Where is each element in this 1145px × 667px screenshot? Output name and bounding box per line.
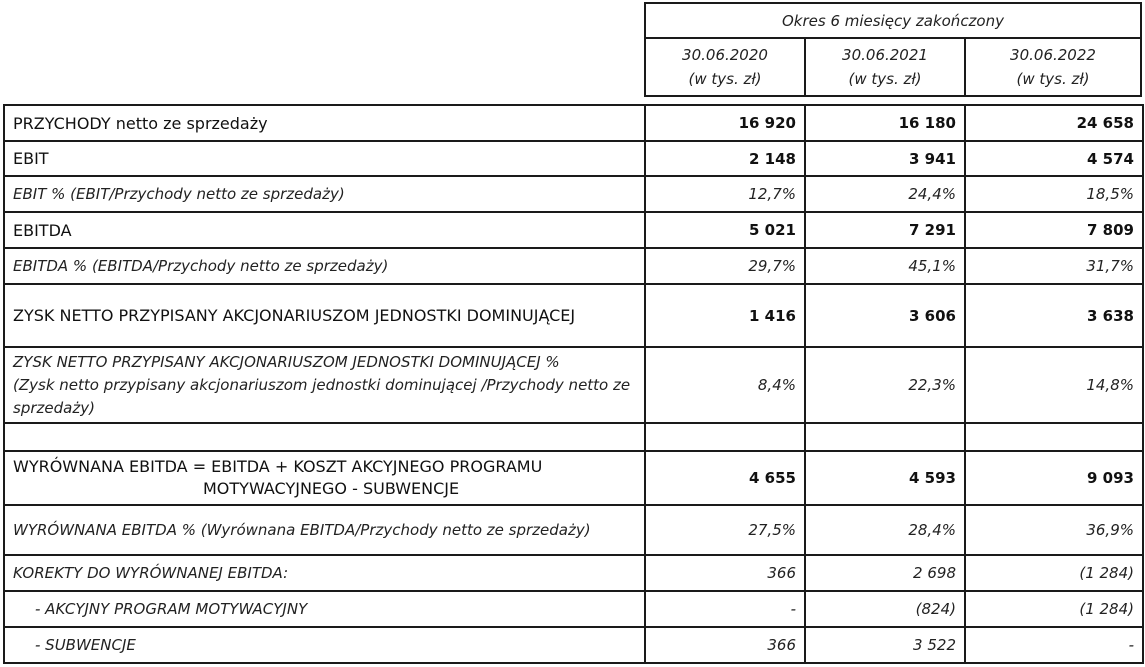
value-2021: 3 941 xyxy=(805,141,965,176)
row-label: EBIT xyxy=(4,141,645,176)
value-2020: 366 xyxy=(645,555,805,591)
value-2022: (1 284) xyxy=(965,591,1143,627)
value-2021: 28,4% xyxy=(805,505,965,555)
value-2021: 45,1% xyxy=(805,248,965,284)
value-2020: 4 655 xyxy=(645,451,805,505)
value-2022: 18,5% xyxy=(965,176,1143,212)
row-ebitda-margin xyxy=(4,248,1143,284)
value-2020: 366 xyxy=(645,627,805,663)
value-2020: - xyxy=(645,591,805,627)
value-2020: 1 416 xyxy=(645,284,805,347)
value-2021: 16 180 xyxy=(805,105,965,141)
row-label: - AKCYJNY PROGRAM MOTYWACYJNY xyxy=(4,591,645,627)
row-adjusted-ebitda xyxy=(4,451,1143,505)
row-adjustments xyxy=(4,555,1143,591)
value-2022: 9 093 xyxy=(965,451,1143,505)
row-net-profit xyxy=(4,284,1143,347)
value-2020: 2 148 xyxy=(645,141,805,176)
column-date: 30.06.2021 xyxy=(842,46,928,64)
value-2020: 27,5% xyxy=(645,505,805,555)
row-label-line2: (Zysk netto przypisany akcjonariuszom jednostki dominującej /Przychody netto ze sprzedaży) xyxy=(13,375,631,417)
value-2022: 24 658 xyxy=(965,105,1143,141)
row-ebit xyxy=(4,141,1143,176)
row-label-line1: WYRÓWNANA EBITDA = EBITDA + KOSZT AKCYJNEGO PROGRAMU xyxy=(13,457,543,476)
value-2020: 8,4% xyxy=(645,347,805,423)
value-2020: 16 920 xyxy=(645,105,805,141)
value-2022: 4 574 xyxy=(965,141,1143,176)
value-2021: 3 522 xyxy=(805,627,965,663)
row-label xyxy=(4,423,645,451)
row-net-profit-margin xyxy=(4,347,1143,423)
value-2021: 2 698 xyxy=(805,555,965,591)
column-unit: (w tys. zł) xyxy=(1016,70,1090,88)
value-2020: 12,7% xyxy=(645,176,805,212)
value-2021: 24,4% xyxy=(805,176,965,212)
value-2021 xyxy=(805,423,965,451)
row-label xyxy=(4,451,645,505)
value-2022: 36,9% xyxy=(965,505,1143,555)
value-2021: 22,3% xyxy=(805,347,965,423)
value-2020: 29,7% xyxy=(645,248,805,284)
row-label: - SUBWENCJE xyxy=(4,627,645,663)
period-header: Okres 6 miesięcy zakończony xyxy=(644,2,1142,39)
financial-table xyxy=(3,104,1144,664)
row-label-line2: MOTYWACYJNEGO - SUBWENCJE xyxy=(203,479,460,498)
row-label-line1: ZYSK NETTO PRZYPISANY AKCJONARIUSZOM JEDNOSTKI DOMINUJĄCEJ % xyxy=(13,352,560,371)
value-2022: 7 809 xyxy=(965,212,1143,248)
row-label: PRZYCHODY netto ze sprzedaży xyxy=(4,105,645,141)
column-date: 30.06.2020 xyxy=(682,46,768,64)
row-label: KOREKTY DO WYRÓWNANEJ EBITDA: xyxy=(4,555,645,591)
column-header-2021 xyxy=(804,37,966,97)
column-header-2022 xyxy=(964,37,1142,97)
value-2022: 31,7% xyxy=(965,248,1143,284)
column-unit: (w tys. zł) xyxy=(688,70,762,88)
value-2021: (824) xyxy=(805,591,965,627)
value-2022: 3 638 xyxy=(965,284,1143,347)
row-label: ZYSK NETTO PRZYPISANY AKCJONARIUSZOM JEDNOSTKI DOMINUJĄCEJ xyxy=(4,284,645,347)
row-revenue xyxy=(4,105,1143,141)
row-adjusted-ebitda-margin xyxy=(4,505,1143,555)
row-label: EBITDA xyxy=(4,212,645,248)
row-ebit-margin xyxy=(4,176,1143,212)
row-label: WYRÓWNANA EBITDA % (Wyrównana EBITDA/Przychody netto ze sprzedaży) xyxy=(4,505,645,555)
row-label xyxy=(4,347,645,423)
value-2021: 4 593 xyxy=(805,451,965,505)
value-2022: 14,8% xyxy=(965,347,1143,423)
value-2021: 7 291 xyxy=(805,212,965,248)
value-2021: 3 606 xyxy=(805,284,965,347)
column-unit: (w tys. zł) xyxy=(848,70,922,88)
row-incentive-program xyxy=(4,591,1143,627)
value-2022: - xyxy=(965,627,1143,663)
row-ebitda xyxy=(4,212,1143,248)
row-label: EBITDA % (EBITDA/Przychody netto ze sprzedaży) xyxy=(4,248,645,284)
value-2020 xyxy=(645,423,805,451)
row-label: EBIT % (EBIT/Przychody netto ze sprzedaży) xyxy=(4,176,645,212)
value-2022: (1 284) xyxy=(965,555,1143,591)
row-subsidies xyxy=(4,627,1143,663)
row-spacer xyxy=(4,423,1143,451)
column-header-2020 xyxy=(644,37,806,97)
value-2022 xyxy=(965,423,1143,451)
value-2020: 5 021 xyxy=(645,212,805,248)
column-date: 30.06.2022 xyxy=(1010,46,1096,64)
